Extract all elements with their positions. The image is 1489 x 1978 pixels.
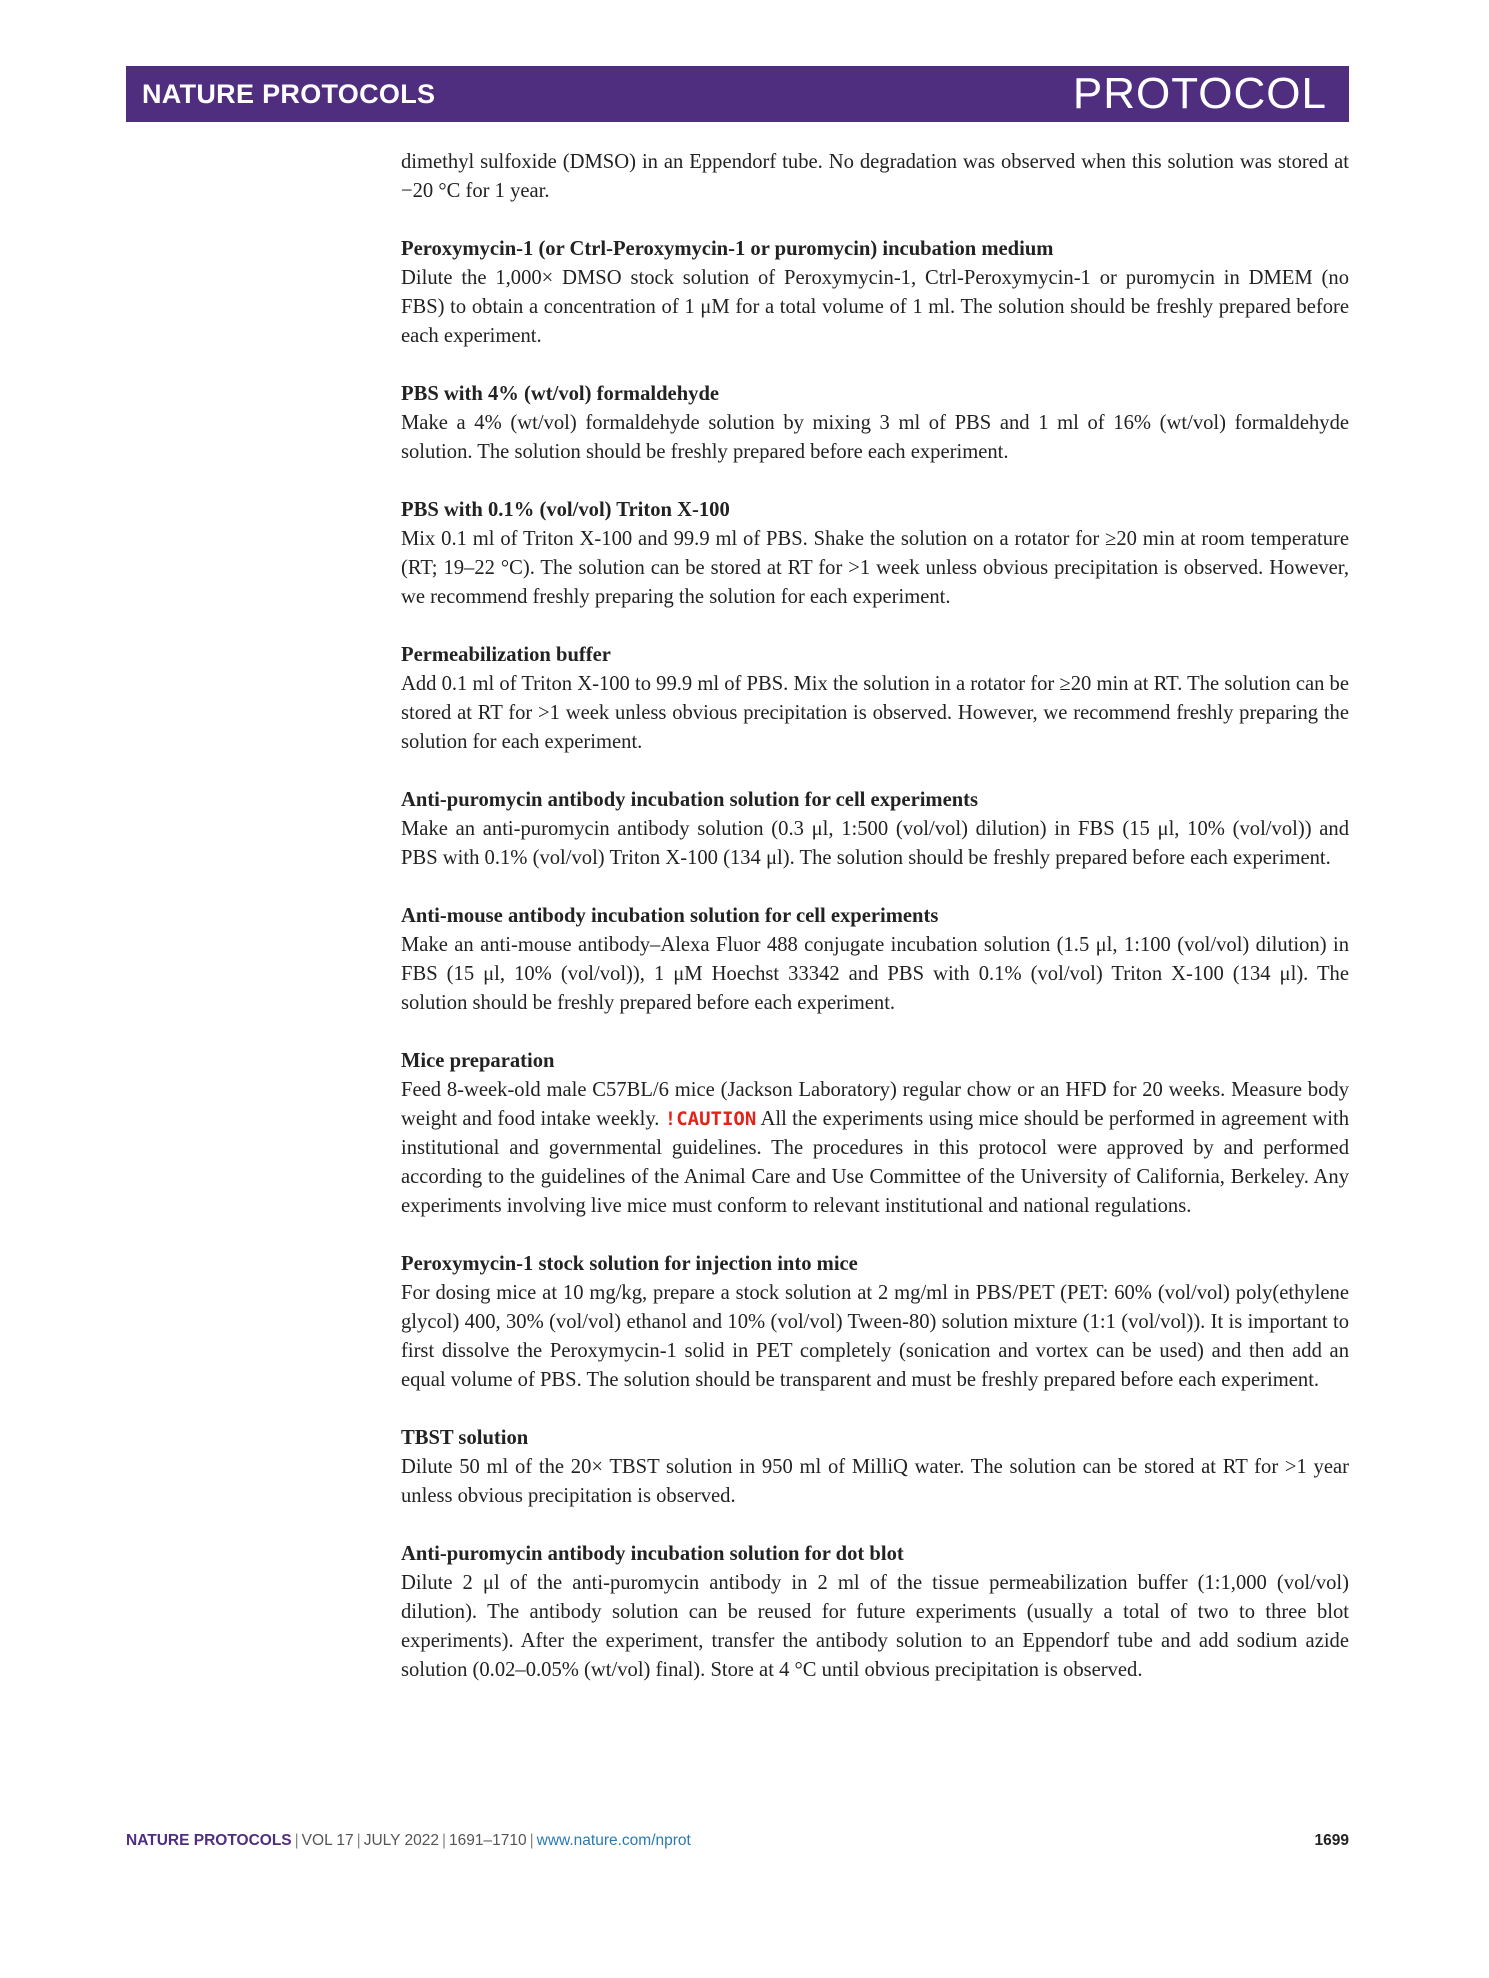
reagent-section	[401, 1250, 1349, 1395]
section-paragraph: Add 0.1 ml of Triton X-100 to 99.9 ml of PBS. Mix the solution in a rotator for ≥20 min at RT. The solution can be stored at RT for >1 week unless obvious precipitation is observed. However, we recommend freshly preparing the solution for each experiment.	[401, 673, 1349, 753]
page-number: 1699	[1314, 1832, 1349, 1849]
section-heading: Peroxymycin-1 stock solution for injection into mice	[401, 1253, 858, 1275]
page-footer	[126, 1832, 1349, 1850]
footer-journal-name: NATURE PROTOCOLS	[126, 1832, 292, 1849]
footer-separator: |	[529, 1832, 534, 1849]
section-paragraph: Make an anti-mouse antibody–Alexa Fluor 488 conjugate incubation solution (1.5 μl, 1:100 (vol/vol) dilution) in FBS (15 μl, 10% (vol/vol)), 1 μM Hoechst 33342 and PBS with 0.1% (vol/vol) Triton X-100 (134 μl). The solution should be freshly prepared before each experiment.	[401, 934, 1349, 1014]
section-heading: Permeabilization buffer	[401, 644, 611, 666]
section-heading: Peroxymycin-1 (or Ctrl-Peroxymycin-1 or puromycin) incubation medium	[401, 238, 1054, 260]
section-paragraph	[401, 1076, 1349, 1221]
header-bar	[126, 66, 1349, 122]
footer-volume: VOL 17	[301, 1832, 354, 1849]
section-paragraph: Make an anti-puromycin antibody solution (0.3 μl, 1:500 (vol/vol) dilution) in FBS (15 μl, 10% (vol/vol)) and PBS with 0.1% (vol/vol) Triton X-100 (134 μl). The solution should be freshly prepared before each experiment.	[401, 818, 1349, 869]
reagent-section	[401, 1424, 1349, 1511]
journal-name: NATURE PROTOCOLS	[142, 78, 436, 109]
footer-issue: JULY 2022	[363, 1832, 439, 1849]
section-heading: Anti-mouse antibody incubation solution for cell experiments	[401, 905, 939, 927]
mice-preparation-section	[401, 1047, 1349, 1221]
reagent-section	[401, 496, 1349, 612]
section-heading: Mice preparation	[401, 1050, 555, 1072]
mice-text-after-caution: All the experiments using mice should be performed in agreement with institutional and governmental guidelines. The procedures in this protocol were approved by and performed according to the guidelines of the Animal Care and Use Committee of the University of California, Berkeley. Any experiments involving live mice must conform to relevant institutional and national regulations.	[401, 1108, 1350, 1217]
section-heading: PBS with 0.1% (vol/vol) Triton X-100	[401, 499, 730, 521]
footer-separator: |	[294, 1832, 299, 1849]
article-body	[401, 148, 1349, 1685]
section-paragraph: Dilute 50 ml of the 20× TBST solution in 950 ml of MilliQ water. The solution can be stored at RT for >1 year unless obvious precipitation is observed.	[401, 1456, 1349, 1507]
caution-label: !CAUTION	[664, 1108, 757, 1130]
intro-paragraph: dimethyl sulfoxide (DMSO) in an Eppendorf tube. No degradation was observed when this solution was stored at −20 °C for 1 year.	[401, 151, 1349, 202]
section-heading: Anti-puromycin antibody incubation solution for dot blot	[401, 1543, 904, 1565]
footer-url-link[interactable]: www.nature.com/nprot	[536, 1832, 691, 1849]
section-paragraph: Mix 0.1 ml of Triton X-100 and 99.9 ml of PBS. Shake the solution on a rotator for ≥20 min at room temperature (RT; 19–22 °C). The solution can be stored at RT for >1 week unless obvious precipitation is observed. However, we recommend freshly preparing the solution for each experiment.	[401, 528, 1349, 608]
section-type-label: PROTOCOL	[1072, 69, 1327, 118]
section-heading: PBS with 4% (wt/vol) formaldehyde	[401, 383, 720, 405]
reagent-section	[401, 235, 1349, 351]
citation-line	[126, 1832, 691, 1850]
reagent-section	[401, 1540, 1349, 1685]
reagent-section	[401, 902, 1349, 1018]
reagent-section	[401, 786, 1349, 873]
reagent-section	[401, 641, 1349, 757]
footer-separator: |	[356, 1832, 361, 1849]
section-paragraph: Make a 4% (wt/vol) formaldehyde solution by mixing 3 ml of PBS and 1 ml of 16% (wt/vol) formaldehyde solution. The solution should be freshly prepared before each experiment.	[401, 412, 1349, 463]
footer-separator: |	[441, 1832, 446, 1849]
section-paragraph: Dilute 2 μl of the anti-puromycin antibody in 2 ml of the tissue permeabilization buffer (1:1,000 (vol/vol) dilution). The antibody solution can be reused for future experiments (usually a total of two to three blot experiments). After the experiment, transfer the antibody solution to an Eppendorf tube and add sodium azide solution (0.02–0.05% (wt/vol) final). Store at 4 °C until obvious precipitation is observed.	[401, 1572, 1349, 1681]
mice-text-before-caution: Feed 8-week-old male C57BL/6 mice (Jackson Laboratory) regular chow or an HFD for 20 weeks. Measure body weight and food intake weekly.	[401, 1079, 1349, 1130]
footer-pages: 1691–1710	[449, 1832, 527, 1849]
section-paragraph: For dosing mice at 10 mg/kg, prepare a stock solution at 2 mg/ml in PBS/PET (PET: 60% (vol/vol) poly(ethylene glycol) 400, 30% (vol/vol) ethanol and 10% (vol/vol) Tween-80) solution mixture (1:1 (vol/vol)). It is important to first dissolve the Peroxymycin-1 solid in PET completely (sonication and vortex can be used) and then add an equal volume of PBS. The solution should be transparent and must be freshly prepared before each experiment.	[401, 1282, 1349, 1391]
reagent-section	[401, 380, 1349, 467]
section-heading: Anti-puromycin antibody incubation solution for cell experiments	[401, 789, 979, 811]
section-paragraph: Dilute the 1,000× DMSO stock solution of Peroxymycin-1, Ctrl-Peroxymycin-1 or puromycin in DMEM (no FBS) to obtain a concentration of 1 μM for a total volume of 1 ml. The solution should be freshly prepared before each experiment.	[401, 267, 1349, 347]
section-heading: TBST solution	[401, 1427, 529, 1449]
